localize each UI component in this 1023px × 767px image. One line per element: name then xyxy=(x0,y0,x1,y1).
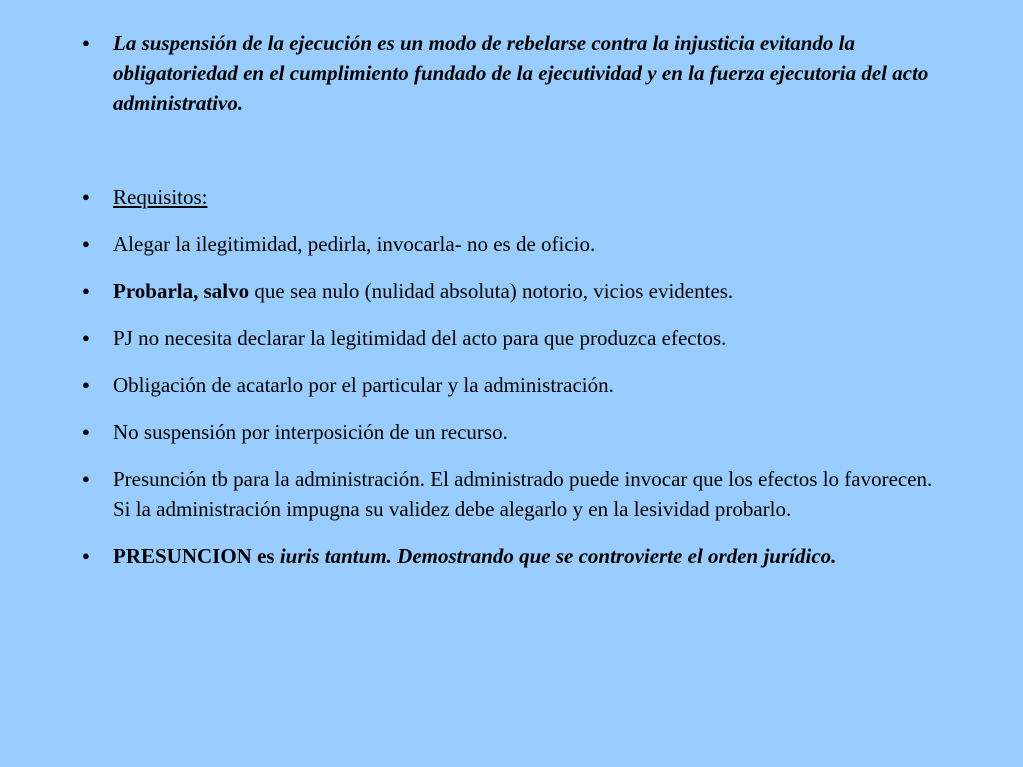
bullet-text-iuris-tantum: iuris tantum. xyxy=(274,544,392,568)
list-item xyxy=(78,229,948,259)
list-item xyxy=(78,541,948,571)
bullet-dot-icon: ● xyxy=(82,548,90,563)
list-item xyxy=(78,323,948,353)
bullet-dot-icon: ● xyxy=(82,471,90,486)
bullet-text-demostrando: Demostrando que se controvierte el orden jurídico. xyxy=(391,544,837,568)
bullet-text-suspension: La suspensión de la ejecución es un modo de rebelarse contra la injusticia evitando la obligatoriedad en el cumplimiento fundado de la ejecutividad y en la fuerza ejecutoria del acto administrativo. xyxy=(113,31,929,115)
bullet-text-alegar: Alegar la ilegitimidad, pedirla, invocarla- no es de oficio. xyxy=(113,232,596,256)
list-item xyxy=(78,182,948,212)
bullet-dot-icon: ● xyxy=(82,377,90,392)
list-item xyxy=(78,464,948,524)
bullet-dot-icon: ● xyxy=(82,283,90,298)
list-item xyxy=(78,276,948,306)
bullet-text-pj: PJ no necesita declarar la legitimidad del acto para que produzca efectos. xyxy=(113,326,727,350)
bullet-text-probarla-rest: que sea nulo (nulidad absoluta) notorio, vicios evidentes. xyxy=(249,279,734,303)
bullet-text-presuncion-admin: Presunción tb para la administración. El administrado puede invocar que los efectos lo favorecen. Si la administración impugna su validez debe alegarlo y en la lesividad probarlo. xyxy=(113,467,933,521)
bullet-dot-icon: ● xyxy=(82,236,90,251)
bullet-text-requisitos: Requisitos: xyxy=(113,185,208,209)
list-item xyxy=(78,370,948,400)
bullet-text-no-suspension: No suspensión por interposición de un recurso. xyxy=(113,420,508,444)
bullet-dot-icon: ● xyxy=(82,424,90,439)
list-item xyxy=(78,417,948,447)
bullet-dot-icon: ● xyxy=(82,35,90,50)
bullet-text-probarla-bold: Probarla, salvo xyxy=(113,279,250,303)
bullet-text-presuncion-bold: PRESUNCION es xyxy=(113,544,275,568)
bullet-list xyxy=(78,28,948,588)
bullet-text-obligacion: Obligación de acatarlo por el particular y la administración. xyxy=(113,373,614,397)
list-item xyxy=(78,28,948,118)
bullet-dot-icon: ● xyxy=(82,189,90,204)
bullet-dot-icon: ● xyxy=(82,330,90,345)
